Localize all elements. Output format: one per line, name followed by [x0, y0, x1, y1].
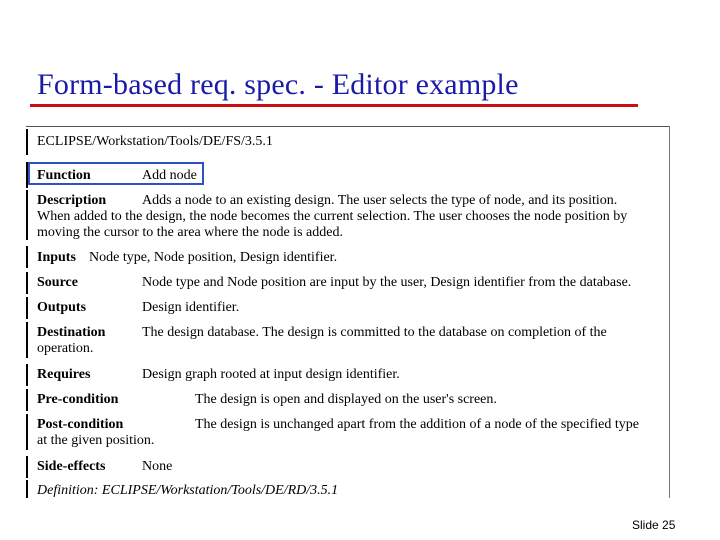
form-top-border [26, 126, 670, 127]
slide-title: Form-based req. spec. - Editor example [37, 68, 519, 101]
function-label: Function [37, 168, 91, 183]
description-line-2: When added to the design, the node becomes the current selection. The user chooses the node position by [37, 209, 628, 224]
section-bar [26, 272, 28, 294]
source-value: Node type and Node position are input by the user, Design identifier from the database. [142, 275, 632, 290]
slide-number: Slide 25 [632, 518, 676, 532]
precondition-value: The design is open and displayed on the user's screen. [195, 392, 497, 407]
sideeffects-label: Side-effects [37, 459, 106, 474]
title-underline [30, 104, 638, 107]
destination-continuation: operation. [37, 341, 94, 356]
inputs-row [37, 250, 338, 266]
function-value: Add node [142, 168, 197, 183]
description-line-1: Adds a node to an existing design. The user selects the type of node, and its position. [142, 193, 618, 208]
requires-label: Requires [37, 367, 91, 382]
form-right-border [669, 126, 670, 498]
inputs-value: Node type, Node position, Design identifier. [89, 250, 338, 265]
section-bar [26, 389, 28, 411]
sideeffects-value: None [142, 459, 173, 474]
function-row [37, 168, 197, 184]
source-label: Source [37, 275, 78, 290]
section-bar [26, 456, 28, 478]
source-row [37, 275, 632, 291]
sideeffects-row [37, 459, 173, 475]
section-bar [26, 364, 28, 386]
outputs-label: Outputs [37, 300, 87, 315]
destination-row [37, 325, 607, 341]
outputs-value: Design identifier. [142, 300, 240, 315]
definition-reference: Definition: ECLIPSE/Workstation/Tools/DE/RD/3.5.1 [37, 483, 339, 498]
outputs-row [37, 300, 240, 316]
section-bar [26, 414, 28, 450]
section-bar [26, 480, 28, 498]
section-bar [26, 190, 28, 240]
postcondition-continuation: at the given position. [37, 433, 155, 448]
form-identifier: ECLIPSE/Workstation/Tools/DE/FS/3.5.1 [37, 134, 273, 149]
destination-label: Destination [37, 325, 106, 340]
requirement-form [26, 126, 670, 498]
destination-value: The design database. The design is committed to the database on completion of the [142, 325, 607, 340]
inputs-label: Inputs [37, 250, 76, 265]
section-bar [26, 129, 28, 155]
postcondition-row [37, 417, 639, 433]
description-row [37, 193, 618, 209]
section-bar [26, 297, 28, 319]
requires-row [37, 367, 400, 383]
requires-value: Design graph rooted at input design identifier. [142, 367, 400, 382]
section-bar [26, 246, 28, 268]
precondition-row [37, 392, 497, 408]
section-bar [26, 322, 28, 358]
postcondition-value: The design is unchanged apart from the addition of a node of the specified type [195, 417, 639, 432]
description-label: Description [37, 193, 107, 208]
description-line-3: moving the cursor to the area where the node is added. [37, 225, 343, 240]
precondition-label: Pre-condition [37, 392, 119, 407]
postcondition-label: Post-condition [37, 417, 124, 432]
